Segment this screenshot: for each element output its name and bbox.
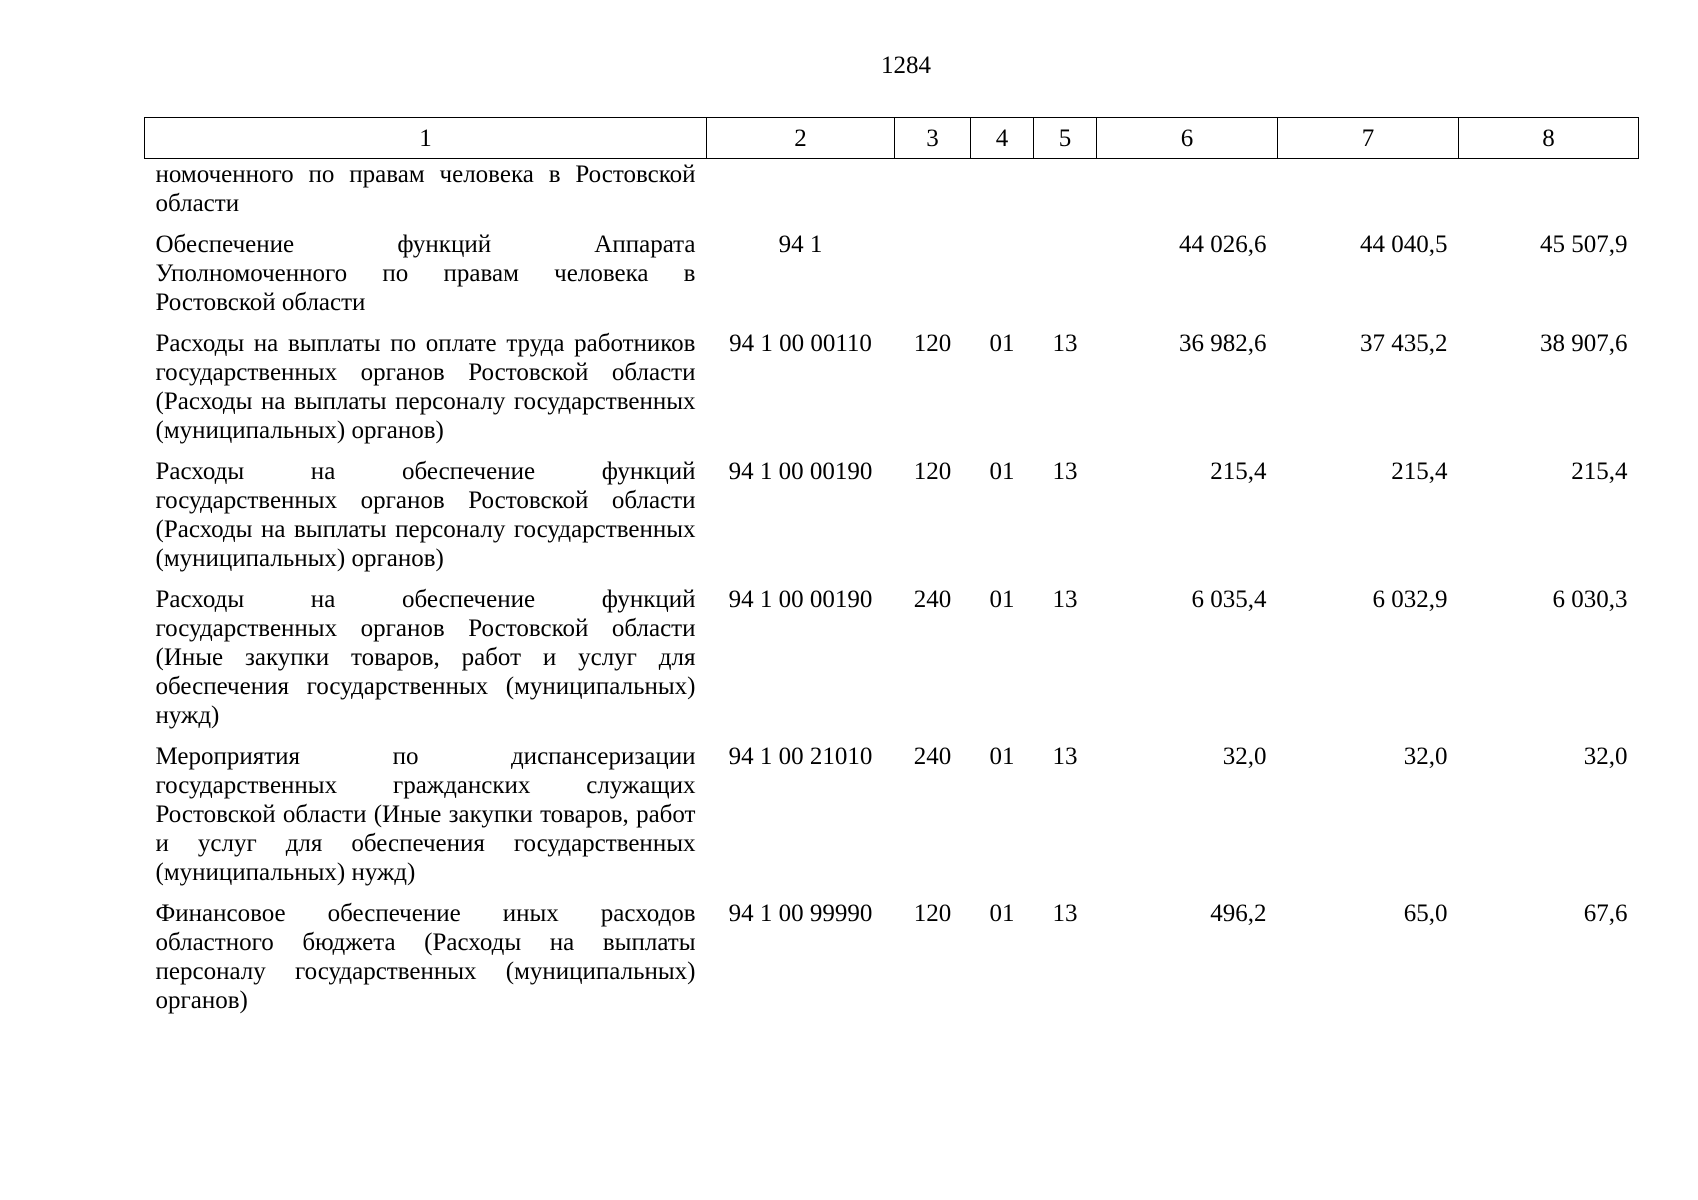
header-cell: 1: [145, 118, 707, 159]
row-col5: 13: [1052, 586, 1078, 613]
header-cell: 5: [1034, 118, 1097, 159]
row-col4: [971, 230, 1034, 329]
row-code: [707, 159, 895, 231]
row-col4: 01: [989, 743, 1015, 770]
row-value-6: 44 026,6: [1179, 231, 1267, 258]
page-number: 1284: [881, 52, 931, 79]
row-col3: [895, 159, 971, 231]
header-cell: 6: [1097, 118, 1278, 159]
header-cell: 7: [1278, 118, 1459, 159]
table-row: [145, 457, 1639, 585]
row-col4: 01: [989, 458, 1015, 485]
row-value-6: 32,0: [1222, 743, 1267, 770]
row-name: Мероприятия по диспансеризации государственных гражданских служащих Ростовской области (Иные закупки товаров, работ и услуг для обеспечения государственных (муниципальных) нужд): [155, 743, 696, 886]
table-header-row: [145, 118, 1639, 159]
row-value-6: 496,2: [1210, 900, 1267, 927]
row-value-6: [1097, 159, 1278, 231]
table-row: [145, 329, 1639, 457]
row-col4: 01: [989, 586, 1015, 613]
table-row: [145, 742, 1639, 899]
row-code: 94 1: [778, 231, 823, 258]
table-row: [145, 230, 1639, 329]
row-name: Расходы на обеспечение функций государственных органов Ростовской области (Иные закупки товаров, работ и услуг для обеспечения государственных (муниципальных) нужд): [155, 586, 696, 729]
row-col3: 120: [913, 330, 952, 357]
row-name: Расходы на выплаты по оплате труда работников государственных органов Ростовской области (Расходы на выплаты персоналу государственных (муниципальных) органов): [155, 330, 696, 444]
row-value-6: 215,4: [1210, 458, 1267, 485]
row-code: 94 1 00 00190: [728, 586, 873, 613]
row-value-6: 36 982,6: [1179, 330, 1267, 357]
row-col3: [895, 230, 971, 329]
row-name: Расходы на обеспечение функций государственных органов Ростовской области (Расходы на выплаты персоналу государственных (муниципальных) органов): [155, 458, 696, 572]
row-value-7: 65,0: [1403, 900, 1448, 927]
row-value-7: 32,0: [1403, 743, 1448, 770]
header-cell: 2: [707, 118, 895, 159]
row-col4: [971, 159, 1034, 231]
row-value-6: 6 035,4: [1191, 586, 1267, 613]
row-value-8: 6 030,3: [1552, 586, 1628, 613]
row-value-7: 37 435,2: [1360, 330, 1448, 357]
row-code: 94 1 00 00190: [728, 458, 873, 485]
row-col4: 01: [989, 330, 1015, 357]
row-value-7: [1278, 159, 1459, 231]
row-col3: 120: [913, 458, 952, 485]
row-value-7: 215,4: [1391, 458, 1448, 485]
row-col5: 13: [1052, 743, 1078, 770]
table-row: [145, 585, 1639, 742]
row-col5: [1034, 230, 1097, 329]
budget-table: [144, 117, 1639, 1027]
row-value-8: 215,4: [1571, 458, 1628, 485]
row-col5: 13: [1052, 458, 1078, 485]
header-cell: 8: [1459, 118, 1639, 159]
row-value-7: 44 040,5: [1360, 231, 1448, 258]
row-value-8: 45 507,9: [1540, 231, 1628, 258]
row-code: 94 1 00 00110: [729, 330, 872, 357]
table-row: [145, 159, 1639, 231]
row-col4: 01: [989, 900, 1015, 927]
row-code: 94 1 00 99990: [728, 900, 873, 927]
row-name: номоченного по правам человека в Ростовской области: [155, 161, 696, 217]
row-col5: 13: [1052, 330, 1078, 357]
row-name: Обеспечение функций Аппарата Уполномоченного по правам человека в Ростовской области: [155, 231, 696, 316]
header-cell: 3: [895, 118, 971, 159]
table-row: [145, 899, 1639, 1027]
row-value-8: 67,6: [1583, 900, 1628, 927]
row-col3: 240: [913, 743, 952, 770]
row-col5: 13: [1052, 900, 1078, 927]
row-col5: [1034, 159, 1097, 231]
row-name: Финансовое обеспечение иных расходов областного бюджета (Расходы на выплаты персоналу государственных (муниципальных) органов): [155, 900, 696, 1014]
row-value-8: 38 907,6: [1540, 330, 1628, 357]
row-col3: 120: [913, 900, 952, 927]
row-col3: 240: [913, 586, 952, 613]
row-code: 94 1 00 21010: [728, 743, 873, 770]
row-value-8: 32,0: [1583, 743, 1628, 770]
row-value-8: [1459, 159, 1639, 231]
header-cell: 4: [971, 118, 1034, 159]
row-value-7: 6 032,9: [1372, 586, 1448, 613]
